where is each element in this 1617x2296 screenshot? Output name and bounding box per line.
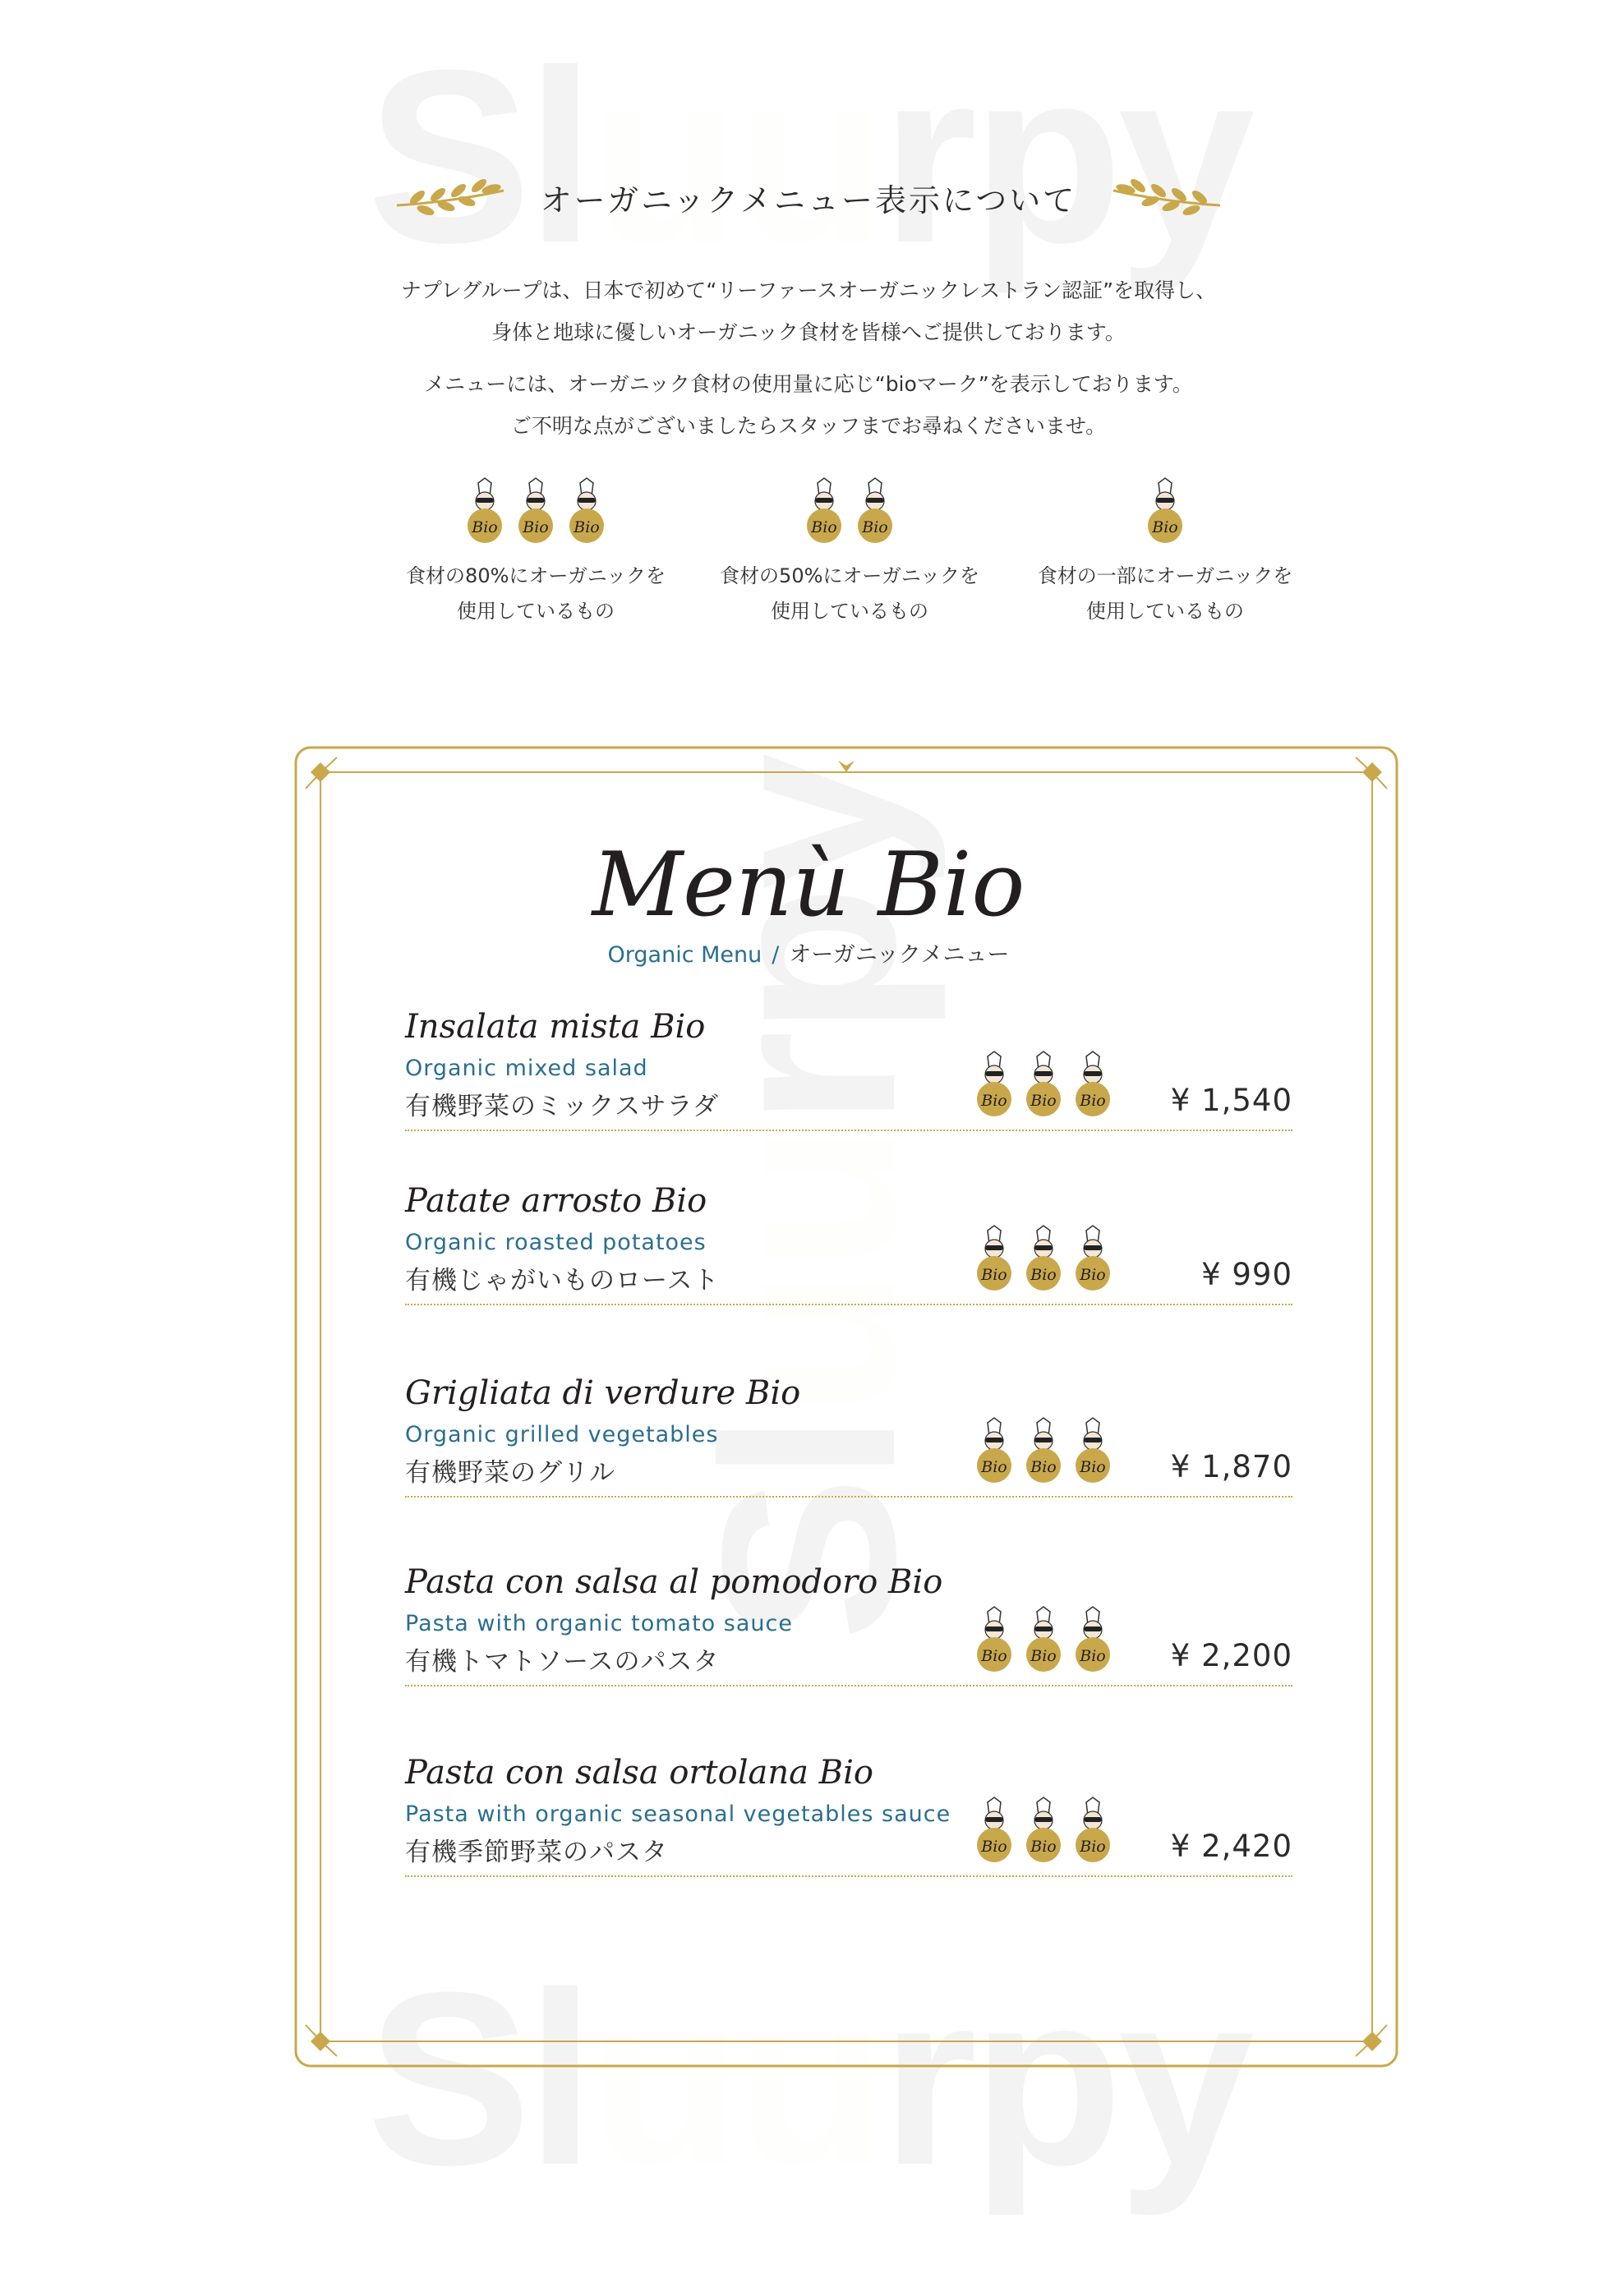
menu-item — [405, 1748, 1292, 1873]
bio-icon-group — [693, 476, 1006, 550]
item-divider — [405, 1685, 1292, 1686]
bio-mark-icon — [971, 1796, 1017, 1865]
item-japanese-name: 有機野菜のグリル — [405, 1458, 615, 1488]
item-english-name: Organic roasted potatoes — [405, 1230, 707, 1255]
item-english-name: Organic mixed salad — [405, 1056, 648, 1081]
menu-subtitle-en: Organic Menu — [607, 942, 762, 968]
legend-line: 使用しているもの — [771, 600, 928, 623]
bio-mark-icon — [1020, 1605, 1066, 1674]
bio-mark-icon — [971, 1416, 1017, 1485]
svg-text:Bio: Bio — [472, 518, 498, 536]
header-title: オーガニックメニュー表示について — [540, 182, 1077, 219]
bio-icon-group — [1009, 476, 1321, 550]
watermark-suffix — [882, 18, 1251, 294]
item-japanese-name: 有機じゃがいものロースト — [405, 1266, 720, 1295]
bio-mark-icon — [1142, 476, 1188, 545]
bio-mark-icon — [1070, 1605, 1116, 1674]
bio-icon-group — [971, 1224, 1116, 1293]
item-price: ¥ 1,870 — [1170, 1449, 1292, 1484]
watermark-prefix — [367, 18, 590, 294]
bio-mark-icon — [1020, 1796, 1066, 1865]
bio-mark-icon — [801, 476, 847, 545]
item-japanese-name: 有機トマトソースのパスタ — [405, 1647, 720, 1677]
laurel-right-icon — [1109, 173, 1224, 222]
bio-mark-icon — [564, 476, 610, 545]
menu-item — [405, 1176, 1292, 1301]
laurel-left-icon — [393, 173, 508, 222]
menu-subtitle-separator: / — [772, 942, 780, 968]
svg-text:Bio: Bio — [811, 518, 837, 536]
legend-80 — [380, 476, 692, 629]
svg-text:Bio: Bio — [981, 1838, 1007, 1856]
bio-mark-icon — [1070, 1224, 1116, 1293]
bio-icon-group — [971, 1050, 1116, 1119]
item-japanese-name: 有機季節野菜のパスタ — [405, 1838, 668, 1867]
svg-text:Bio: Bio — [1030, 1092, 1057, 1110]
bio-mark-icon — [1070, 1050, 1116, 1119]
item-divider — [405, 1304, 1292, 1305]
legend-line: 使用しているもの — [1086, 600, 1244, 623]
svg-text:Bio: Bio — [1080, 1266, 1106, 1284]
item-english-name: Pasta with organic tomato sauce — [405, 1611, 793, 1636]
legend-line: 使用しているもの — [457, 600, 615, 623]
legend-line: 食材の一部にオーガニックを — [1037, 564, 1293, 587]
menu-item — [405, 1369, 1292, 1493]
item-price: ¥ 1,540 — [1170, 1083, 1292, 1118]
menu-subtitle-jp: オーガニックメニュー — [789, 942, 1010, 968]
svg-text:Bio: Bio — [1080, 1838, 1106, 1856]
bio-mark-icon — [971, 1224, 1017, 1293]
bio-mark-icon — [1020, 1224, 1066, 1293]
svg-text:Bio: Bio — [1030, 1266, 1057, 1284]
svg-text:Bio: Bio — [574, 518, 600, 536]
svg-text:Bio: Bio — [981, 1647, 1007, 1665]
menu-item — [405, 1558, 1292, 1682]
item-japanese-name: 有機野菜のミックスサラダ — [405, 1092, 720, 1121]
bio-mark-icon — [1070, 1416, 1116, 1485]
intro-paragraph-1 — [0, 269, 1617, 353]
svg-text:Bio: Bio — [1030, 1458, 1057, 1476]
item-divider — [405, 1875, 1292, 1877]
bio-icon-group — [380, 476, 692, 550]
item-price: ¥ 2,420 — [1170, 1829, 1292, 1864]
svg-text:Bio: Bio — [1080, 1458, 1106, 1476]
bio-mark-icon — [852, 476, 898, 545]
intro-line: ナプレグループは、日本で初めて“リーファースオーガニックレストラン認証”を取得し、 — [400, 278, 1217, 302]
svg-text:Bio: Bio — [523, 518, 549, 536]
legend-50 — [693, 476, 1006, 629]
svg-text:Bio: Bio — [981, 1092, 1007, 1110]
legend-partial — [1009, 476, 1321, 629]
menu-subtitle — [0, 936, 1617, 969]
bio-icon-group — [971, 1605, 1116, 1674]
organic-header — [0, 173, 1617, 225]
bio-mark-icon — [971, 1605, 1017, 1674]
item-italian-name: Patate arrosto Bio — [405, 1182, 707, 1220]
watermark-highlight — [590, 18, 882, 294]
intro-paragraph-2 — [0, 363, 1617, 447]
item-divider — [405, 1496, 1292, 1498]
bio-icon-group — [971, 1416, 1116, 1485]
item-price: ¥ 2,200 — [1170, 1638, 1292, 1673]
item-italian-name: Pasta con salsa ortolana Bio — [405, 1754, 873, 1792]
menu-item — [405, 1002, 1292, 1127]
item-english-name: Organic grilled vegetables — [405, 1422, 719, 1447]
bio-icon-group — [971, 1796, 1116, 1865]
bio-mark-icon — [1020, 1416, 1066, 1485]
menu-title: Menù Bio — [592, 834, 1025, 936]
bio-mark-icon — [971, 1050, 1017, 1119]
bio-mark-icon — [513, 476, 559, 545]
item-italian-name: Pasta con salsa al pomodoro Bio — [405, 1563, 943, 1601]
intro-line: 身体と地球に優しいオーガニック食材を皆様へご提供しております。 — [491, 320, 1126, 344]
svg-text:Bio: Bio — [1080, 1092, 1106, 1110]
header-title-row — [393, 173, 1225, 222]
svg-text:Bio: Bio — [1152, 518, 1178, 536]
item-italian-name: Insalata mista Bio — [405, 1008, 706, 1046]
legend-line: 食材の80%にオーガニックを — [406, 564, 666, 587]
svg-text:Bio: Bio — [1030, 1838, 1057, 1856]
bio-mark-icon — [1070, 1796, 1116, 1865]
svg-text:Bio: Bio — [981, 1266, 1007, 1284]
svg-text:Bio: Bio — [862, 518, 888, 536]
svg-text:Bio: Bio — [981, 1458, 1007, 1476]
intro-line: ご不明な点がございましたらスタッフまでお尋ねくださいませ。 — [510, 414, 1107, 438]
bio-mark-icon — [1020, 1050, 1066, 1119]
bio-mark-icon — [462, 476, 508, 545]
intro-line: メニューには、オーガニック食材の使用量に応じ“bioマーク”を表示しております。 — [424, 372, 1193, 396]
legend-line: 食材の50%にオーガニックを — [720, 564, 979, 587]
watermark-top — [0, 33, 1617, 279]
item-english-name: Pasta with organic seasonal vegetables sauce — [405, 1801, 951, 1827]
svg-text:Bio: Bio — [1030, 1647, 1057, 1665]
item-divider — [405, 1130, 1292, 1131]
item-italian-name: Grigliata di verdure Bio — [405, 1374, 801, 1412]
svg-text:Bio: Bio — [1080, 1647, 1106, 1665]
item-price: ¥ 990 — [1201, 1257, 1292, 1292]
